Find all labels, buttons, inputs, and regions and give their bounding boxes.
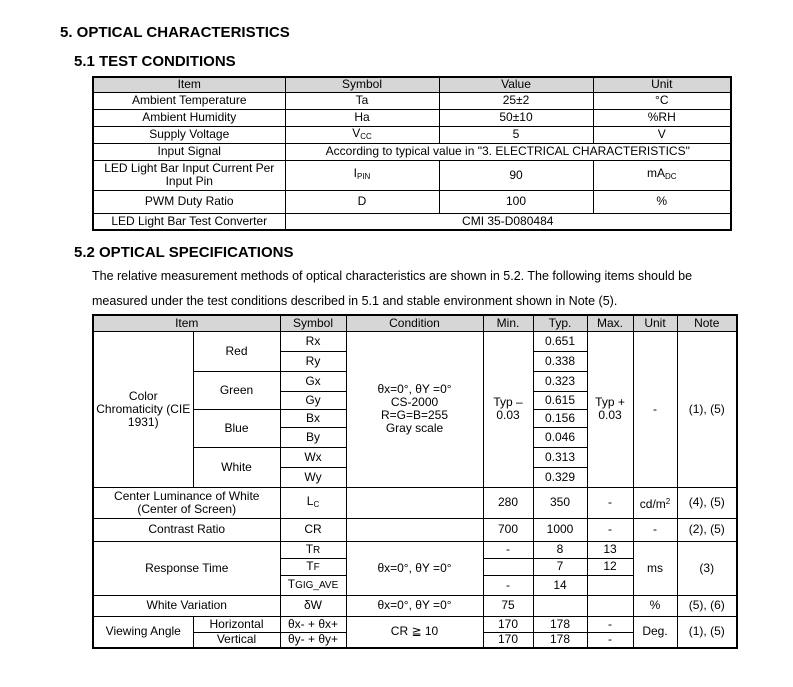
row-value: 5	[439, 126, 593, 143]
row-note: (2), (5)	[677, 518, 737, 541]
viewing-unit: Deg.	[633, 616, 677, 648]
intro-line-2: measured under the test conditions described in 5.1 and stable environment shown in Note (5).	[92, 294, 618, 308]
header-typ: Typ.	[533, 315, 587, 331]
row-typ: 0.046	[533, 427, 587, 447]
row-symbol: δW	[280, 595, 346, 616]
viewing-direction: Horizontal	[193, 616, 280, 632]
row-min: 75	[483, 595, 533, 616]
symbol-sub: GIG_AVE	[295, 580, 339, 591]
row-item: Supply Voltage	[93, 126, 285, 143]
table-row	[93, 518, 737, 541]
row-min: -	[483, 575, 533, 595]
row-typ: 0.615	[533, 391, 587, 409]
row-unit: °C	[593, 92, 731, 109]
condition-line-2: CS-2000	[390, 395, 439, 409]
row-symbol: Bx	[280, 409, 346, 427]
color-group-red: Red	[193, 331, 280, 371]
row-typ: 350	[533, 487, 587, 518]
table-row	[93, 616, 737, 632]
viewing-note: (1), (5)	[677, 616, 737, 648]
row-span-value: CMI 35-D080484	[285, 213, 731, 230]
color-note: (1), (5)	[677, 331, 737, 487]
row-value: 50±10	[439, 109, 593, 126]
row-symbol: θy- + θy+	[280, 632, 346, 648]
color-condition	[346, 331, 483, 487]
table-row	[93, 541, 737, 558]
row-max: 12	[587, 558, 633, 575]
row-symbol	[280, 541, 346, 558]
row-symbol: θx- + θx+	[280, 616, 346, 632]
viewing-condition: CR ≧ 10	[346, 616, 483, 648]
white-variation-item: White Variation	[93, 595, 280, 616]
color-group-blue: Blue	[193, 409, 280, 447]
row-value: 90	[439, 160, 593, 190]
header-item: Item	[93, 77, 285, 92]
condition-line-4: Gray scale	[385, 421, 444, 435]
header-symbol: Symbol	[280, 315, 346, 331]
row-symbol	[280, 575, 346, 595]
row-item: LED Light Bar Input Current Per Input Pin	[93, 160, 285, 190]
response-item: Response Time	[93, 541, 280, 595]
luminance-item: Center Luminance of White (Center of Screen)	[93, 487, 280, 518]
header-max: Max.	[587, 315, 633, 331]
row-typ: 14	[533, 575, 587, 595]
symbol-sub: CC	[360, 131, 372, 141]
row-min	[483, 558, 533, 575]
table-header-row	[93, 77, 731, 92]
response-note: (3)	[677, 541, 737, 595]
table-row	[93, 143, 731, 160]
row-typ: 0.329	[533, 467, 587, 487]
row-min: -	[483, 541, 533, 558]
test-conditions-table	[92, 76, 732, 231]
table-row	[93, 126, 731, 143]
row-condition	[346, 487, 483, 518]
symbol-main: T	[305, 541, 314, 556]
header-value: Value	[439, 77, 593, 92]
row-condition: θx=0°, θY =0°	[346, 595, 483, 616]
row-typ: 1000	[533, 518, 587, 541]
color-group-white: White	[193, 447, 280, 487]
row-min: 280	[483, 487, 533, 518]
test-conditions-title: 5.1 TEST CONDITIONS	[74, 53, 236, 70]
row-span-value: According to typical value in "3. ELECTRICAL CHARACTERISTICS"	[285, 143, 731, 160]
table-row	[93, 213, 731, 230]
row-symbol	[285, 160, 439, 190]
unit-main: mA	[646, 166, 665, 180]
row-typ: 8	[533, 541, 587, 558]
row-item: LED Light Bar Test Converter	[93, 213, 285, 230]
row-typ: 0.323	[533, 371, 587, 391]
row-max: -	[587, 518, 633, 541]
row-typ: 0.338	[533, 351, 587, 371]
viewing-direction: Vertical	[193, 632, 280, 648]
header-unit: Unit	[633, 315, 677, 331]
symbol-main: L	[306, 493, 314, 508]
row-symbol: Gx	[280, 371, 346, 391]
viewing-item: Viewing Angle	[93, 616, 193, 648]
row-condition	[346, 518, 483, 541]
unit-sup: 2	[665, 496, 671, 506]
symbol-sub: F	[313, 561, 320, 573]
row-unit: %	[633, 595, 677, 616]
row-symbol	[285, 126, 439, 143]
table-header-row	[93, 315, 737, 331]
row-note: (5), (6)	[677, 595, 737, 616]
row-symbol: Rx	[280, 331, 346, 351]
row-item: Ambient Humidity	[93, 109, 285, 126]
table-row	[93, 190, 731, 213]
header-condition: Condition	[346, 315, 483, 331]
table-row	[93, 331, 737, 351]
color-group-green: Green	[193, 371, 280, 409]
symbol-sub: C	[313, 499, 320, 509]
symbol-main: V	[352, 126, 361, 140]
row-symbol: Ha	[285, 109, 439, 126]
row-symbol: CR	[280, 518, 346, 541]
row-typ: 178	[533, 632, 587, 648]
contrast-item: Contrast Ratio	[93, 518, 280, 541]
row-item: Ambient Temperature	[93, 92, 285, 109]
section-title: 5. OPTICAL CHARACTERISTICS	[60, 24, 290, 41]
row-symbol: Ry	[280, 351, 346, 371]
row-unit: %	[593, 190, 731, 213]
color-unit: -	[633, 331, 677, 487]
row-symbol: Wx	[280, 447, 346, 467]
header-note: Note	[677, 315, 737, 331]
table-row	[93, 595, 737, 616]
table-row	[93, 109, 731, 126]
color-max: Typ + 0.03	[587, 331, 633, 487]
row-max	[587, 575, 633, 595]
table-row	[93, 487, 737, 518]
row-symbol: Wy	[280, 467, 346, 487]
row-symbol: Gy	[280, 391, 346, 409]
row-value: 25±2	[439, 92, 593, 109]
row-item: Input Signal	[93, 143, 285, 160]
unit-sub: DC	[664, 172, 677, 181]
row-typ	[533, 595, 587, 616]
row-unit: V	[593, 126, 731, 143]
symbol-main: T	[287, 577, 296, 591]
row-symbol: Ta	[285, 92, 439, 109]
row-symbol: By	[280, 427, 346, 447]
response-unit: ms	[633, 541, 677, 595]
optical-specs-table	[92, 314, 738, 649]
table-row	[93, 92, 731, 109]
condition-line-3: R=G=B=255	[380, 408, 449, 422]
row-note: (4), (5)	[677, 487, 737, 518]
row-typ: 0.313	[533, 447, 587, 467]
row-unit: %RH	[593, 109, 731, 126]
header-min: Min.	[483, 315, 533, 331]
row-unit	[633, 487, 677, 518]
row-max	[587, 595, 633, 616]
header-unit: Unit	[593, 77, 731, 92]
row-min: 170	[483, 616, 533, 632]
color-min: Typ – 0.03	[483, 331, 533, 487]
row-max: -	[587, 632, 633, 648]
row-value: 100	[439, 190, 593, 213]
row-max: 13	[587, 541, 633, 558]
row-unit: -	[633, 518, 677, 541]
intro-line-1: The relative measurement methods of optical characteristics are shown in 5.2. The following items should be	[92, 269, 693, 283]
row-min: 700	[483, 518, 533, 541]
row-typ: 178	[533, 616, 587, 632]
symbol-sub: R	[313, 544, 321, 556]
header-symbol: Symbol	[285, 77, 439, 92]
row-min: 170	[483, 632, 533, 648]
optical-specs-title: 5.2 OPTICAL SPECIFICATIONS	[74, 244, 294, 261]
row-symbol	[280, 558, 346, 575]
row-max: -	[587, 487, 633, 518]
row-symbol: D	[285, 190, 439, 213]
row-typ: 0.651	[533, 331, 587, 351]
color-item: Color Chromaticity (CIE 1931)	[93, 331, 193, 487]
row-max: -	[587, 616, 633, 632]
row-unit	[593, 160, 731, 190]
row-typ: 0.156	[533, 409, 587, 427]
row-typ: 7	[533, 558, 587, 575]
symbol-main: I	[353, 166, 357, 180]
response-condition: θx=0°, θY =0°	[346, 541, 483, 595]
row-item: PWM Duty Ratio	[93, 190, 285, 213]
symbol-sub: PIN	[357, 172, 371, 181]
row-symbol	[280, 487, 346, 518]
unit-main: cd/m	[639, 496, 666, 511]
header-item: Item	[93, 315, 280, 331]
symbol-main: T	[306, 558, 314, 573]
table-row	[93, 160, 731, 190]
condition-angle: θx=0°, θY =0°	[377, 382, 452, 396]
